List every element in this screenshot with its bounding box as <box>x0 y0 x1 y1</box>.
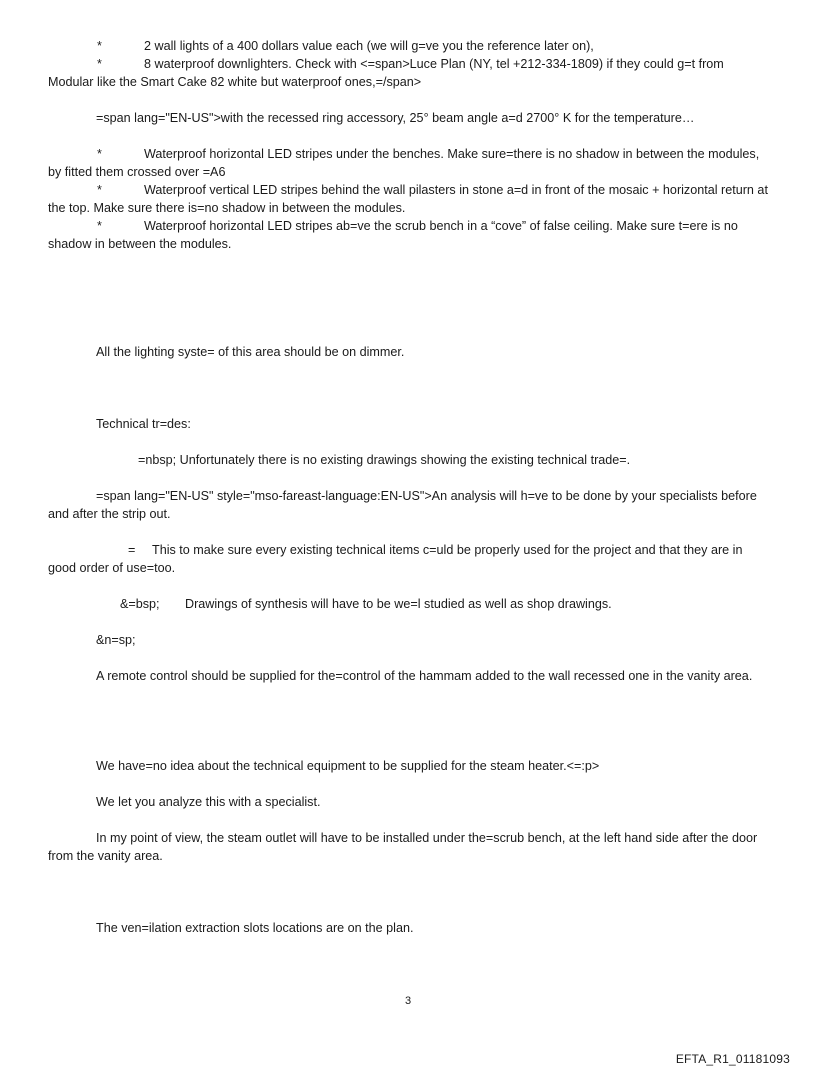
bates-number: EFTA_R1_01181093 <box>675 1052 790 1066</box>
paragraph-synthesis: Drawings of synthesis will have to be we=l studied as well as shop drawings. <box>185 597 612 611</box>
paragraph-steam-heater: We have=no idea about the technical equipment to be supplied for the steam heater.<=:p> <box>96 759 600 773</box>
paragraph-recessed-ring: =span lang="EN-US">with the recessed ring accessory, 25° beam angle a=d 2700° K for the temperature… <box>96 111 695 125</box>
bullet-marker: * <box>97 57 102 71</box>
heading-technical-trades: Technical tr=des: <box>96 417 191 431</box>
paragraph-ventilation: The ven=ilation extraction slots locations are on the plan. <box>96 921 414 935</box>
bullet-wall-lights: 2 wall lights of a 400 dollars value each (we will g=ve you the reference later on), <box>144 39 594 53</box>
bullet-marker: * <box>97 39 102 53</box>
paragraph-specialist: We let you analyze this with a specialist. <box>96 795 321 809</box>
paragraph-steam-outlet: In my point of view, the steam outlet will have to be installed under the=scrub bench, at the left hand side after the door from the vanity area. <box>48 831 758 863</box>
paragraph-no-drawings: =nbsp; Unfortunately there is no existing drawings showing the existing technical trade=. <box>138 453 631 467</box>
paragraph-make-sure: This to make sure every existing technical items c=uld be properly used for the project and that they are in good order of use=too. <box>48 543 743 575</box>
line-marker: = <box>128 543 136 557</box>
bullet-led-pilasters: Waterproof vertical LED stripes behind the wall pilasters in stone a=d in front of the mosaic + horizontal return at the top. Make sure there is=no shadow in between the modules. <box>48 183 768 215</box>
bullet-led-scrub-bench: Waterproof horizontal LED stripes ab=ve the scrub bench in a “cove” of false ceiling. Make sure t=ere is no shadow in between the modules. <box>48 219 738 251</box>
paragraph-remote-control: A remote control should be supplied for the=control of the hammam added to the wall recessed one in the vanity area. <box>96 669 753 683</box>
bullet-downlighters: 8 waterproof downlighters. Check with <=span>Luce Plan (NY, tel +212-334-1809) if they could g=t from Modular like the Smart Cake 82 white but waterproof ones,=/span> <box>48 57 724 89</box>
bullet-marker: * <box>97 219 102 233</box>
line-marker: &=bsp; <box>120 597 160 611</box>
bullet-marker: * <box>97 183 102 197</box>
paragraph-analysis: =span lang="EN-US" style="mso-fareast-language:EN-US">An analysis will h=ve to be done by your specialists before and after the strip out. <box>48 489 757 521</box>
bullet-led-benches: Waterproof horizontal LED stripes under the benches. Make sure=there is no shadow in between the modules, by fitted them crossed over =A6 <box>48 147 760 179</box>
page-number: 3 <box>404 995 412 1007</box>
paragraph-nsp: &n=sp; <box>96 633 136 647</box>
bullet-marker: * <box>97 147 102 161</box>
paragraph-dimmer: All the lighting syste= of this area should be on dimmer. <box>96 345 405 359</box>
